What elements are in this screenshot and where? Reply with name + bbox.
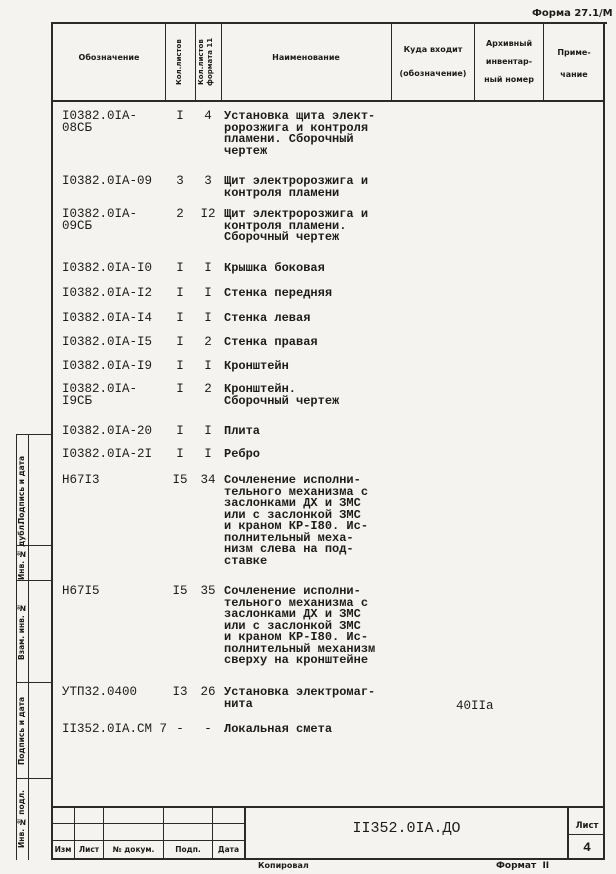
row-name-line: тельного механизма с <box>224 595 369 610</box>
row-name-line: Стенка левая <box>224 311 311 325</box>
row-designation: Н67I5 <box>62 584 100 598</box>
sheet-number: 4 <box>583 840 591 855</box>
row-format11: 2 <box>204 382 212 396</box>
row-sheets: I5 <box>172 473 188 487</box>
header-where: Куда входит (обозначение) <box>399 45 467 78</box>
side-sign-date-2: Подпись и дата <box>17 455 26 525</box>
side-strip-top <box>16 434 52 435</box>
row-format11: 3 <box>204 174 212 188</box>
row-name-line: низм слева на под- <box>224 542 354 556</box>
frame-top <box>51 22 607 24</box>
side-sep-2 <box>16 580 52 581</box>
side-sep-4 <box>16 778 52 779</box>
row-name-line: Кронштейн <box>224 359 289 373</box>
side-replace-inv: Взам. инв. № <box>17 603 26 661</box>
form-label: Форма 27.1/М <box>532 8 613 19</box>
row-name-line: Плита <box>224 424 261 438</box>
header-designation: Обозначение <box>78 53 140 62</box>
frame-bottom <box>51 858 605 860</box>
doc-code: II352.0IA.ДО <box>352 820 461 837</box>
header-sheets: Кол.листов <box>175 39 183 85</box>
tb-top <box>51 806 605 808</box>
row-sheets: I <box>176 286 184 300</box>
row-format11: 26 <box>200 685 216 699</box>
row-name-line: контроля пламени <box>224 185 340 200</box>
row-designation-suffix: I9СБ <box>62 394 93 408</box>
row-designation: Н67I3 <box>62 473 100 487</box>
row-format11: 34 <box>200 473 216 487</box>
row-name-line: Стенка передняя <box>224 286 333 300</box>
row-sheets: I5 <box>172 584 188 598</box>
side-strip-mid <box>28 434 29 860</box>
frame-left <box>51 22 53 860</box>
row-designation: I0382.0IA-20 <box>62 424 153 438</box>
row-format11: 4 <box>204 109 212 123</box>
row-name-line: Стенка правая <box>224 335 318 349</box>
col-sep-1 <box>165 22 166 102</box>
row-name-line: ророзжига и контроля <box>224 120 369 135</box>
tb-col-sign: Подп. <box>175 845 201 854</box>
header-name: Наименование <box>272 53 340 62</box>
row-sheets: 3 <box>176 174 184 188</box>
row-name-line: чертеж <box>224 143 268 158</box>
side-inv-dup: Инв. № дубл. <box>17 522 26 580</box>
row-sheets: I <box>176 311 184 325</box>
row-name-line: заслонками ДХ и ЗМС <box>224 496 361 510</box>
row-sheets: I <box>176 109 184 123</box>
header-bottom <box>51 100 605 102</box>
row-designation: I0382.0IA-I0 <box>62 261 153 275</box>
row-name-line: Крышка боковая <box>224 261 325 275</box>
col-sep-2 <box>195 22 196 102</box>
row-designation: I0382.0IA- <box>62 109 138 123</box>
row-name-line: Сборочный чертеж <box>224 230 340 244</box>
header-format11: Кол.листов формата 11 <box>197 37 214 87</box>
tb-row2 <box>51 840 244 841</box>
sheet-label: Лист <box>575 821 599 831</box>
row-format11: - <box>204 722 212 736</box>
row-name-line: Сочленение исполни- <box>224 584 361 598</box>
row-name-line: Сборочный чертеж <box>224 393 340 408</box>
row-format11: I <box>204 359 212 373</box>
row-name-line: полнительный механизм <box>224 641 376 656</box>
row-name-line: пламени. Сборочный <box>224 132 354 146</box>
row-format11: I <box>204 447 212 461</box>
row-name-line: нита <box>224 696 253 711</box>
row-sheets: I <box>176 447 184 461</box>
row-sheets: I3 <box>172 685 188 699</box>
row-designation: I0382.0IA-I2 <box>62 286 153 300</box>
tb-col-change: Изм <box>54 845 72 854</box>
row-sheets: I <box>176 335 184 349</box>
row-designation: I0382.0IA- <box>62 207 138 221</box>
row-name-line: Щит электророзжига и <box>224 207 369 221</box>
tb-col-docnum: № докум. <box>112 845 155 854</box>
tb-row1 <box>51 823 244 824</box>
footer-copied: Копировал <box>258 861 309 870</box>
tb-col-sheet: Лист <box>78 845 100 854</box>
row-name-line: ставке <box>224 553 268 568</box>
row-format11: 2 <box>204 335 212 349</box>
row-format11: I <box>204 286 212 300</box>
row-sheets: I <box>176 382 184 396</box>
row-name-line: и краном КР-I80. Ис- <box>224 630 369 644</box>
row-designation: I0382.0IA-09 <box>62 174 153 188</box>
row-format11: I <box>204 311 212 325</box>
row-designation: I0382.0IA- <box>62 382 138 396</box>
footer-format: Формат II <box>496 861 550 871</box>
row-name-line: Кронштейн. <box>224 382 297 396</box>
row-sheets: I <box>176 359 184 373</box>
tb-sheet-sep <box>567 834 605 835</box>
row-sheets: - <box>176 722 184 736</box>
row-designation: УТП32.0400 <box>62 685 138 699</box>
row-name-line: или с заслонкой ЗМС <box>224 507 361 522</box>
row-designation: I0382.0IA-I9 <box>62 359 153 373</box>
row-format11: I <box>204 261 212 275</box>
row-designation-suffix: 09СБ <box>62 219 93 233</box>
row-sheets: I <box>176 261 184 275</box>
row-format11: 35 <box>200 584 216 598</box>
row-name-line: Установка электромаг- <box>224 685 376 699</box>
frame-right <box>603 22 605 860</box>
side-inv-orig: Инв. № подл. <box>17 790 26 849</box>
row-name-line: контроля пламени. <box>224 218 347 233</box>
row-name-line: и краном КР-I80. Ис- <box>224 519 369 533</box>
tb-col-date: Дата <box>217 845 240 854</box>
row-sheets: I <box>176 424 184 438</box>
row-name-line: заслонками ДХ и ЗМС <box>224 607 361 621</box>
row-name-line: Сочленение исполни- <box>224 473 361 487</box>
row-name-line: сверху на кронштейне <box>224 653 369 667</box>
row-name-line: Локальная смета <box>224 722 333 736</box>
header-note: Приме- чание <box>557 48 591 79</box>
side-sep-3 <box>16 682 52 683</box>
row-designation: I0382.0IA-2I <box>62 447 153 461</box>
row-designation: I0382.0IA-I4 <box>62 311 153 325</box>
row-name-line: тельного механизма с <box>224 484 369 499</box>
row-designation: I0382.0IA-I5 <box>62 335 153 349</box>
row-name-line: полнительный меха- <box>224 530 354 545</box>
row-designation: II352.0IA.СМ 7 <box>62 722 168 736</box>
row-name-line: или с заслонкой ЗМС <box>224 618 361 633</box>
side-sign-date: Подпись и дата <box>17 696 26 766</box>
row-where-used: 40IIа <box>456 699 494 713</box>
row-sheets: 2 <box>176 207 184 221</box>
row-format11: I <box>204 424 212 438</box>
row-designation-suffix: 08СБ <box>62 121 93 135</box>
row-name-line: Установка щита элект- <box>224 109 376 123</box>
row-name-line: Ребро <box>224 447 261 461</box>
row-name-line: Щит электророзжига и <box>224 174 369 188</box>
row-format11: I2 <box>200 207 216 221</box>
header-archive: Архивный инвентар- ный номер <box>484 39 534 84</box>
